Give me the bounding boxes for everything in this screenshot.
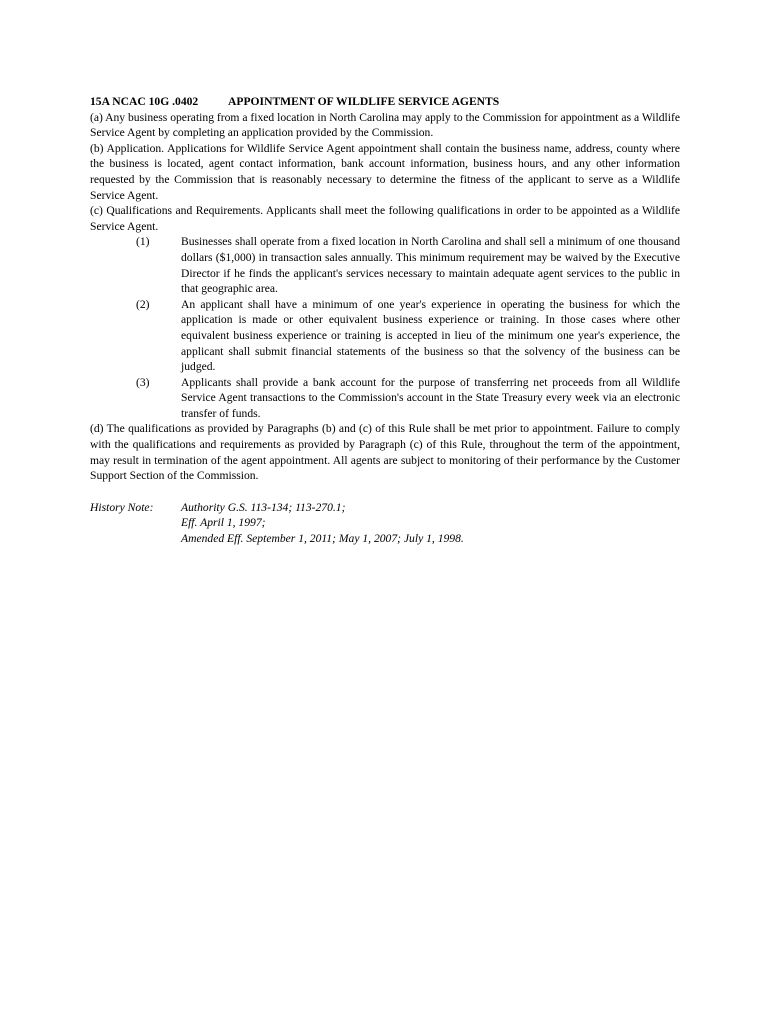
paragraph-b: (b) Application. Applications for Wildlife Service Agent appointment shall contain the business name, address, county where the business is located, agent contact information, bank account information, business hours, and any other information requested by the Commission that is reasonably necessary to determine the fitness of the applicant to serve as a Wildlife Service Agent. <box>90 141 680 202</box>
item-text: Applicants shall provide a bank account for the purpose of transferring net proceeds from all Wildlife Service Agent transactions to the Commission's account in the State Treasury every week via an electronic transfer of funds. <box>181 375 680 420</box>
item-number: (3) <box>136 375 150 389</box>
list-item <box>90 234 680 296</box>
list-item <box>90 297 680 375</box>
history-amended: Amended Eff. September 1, 2011; May 1, 2007; July 1, 1998. <box>181 532 464 546</box>
paragraph-c: (c) Qualifications and Requirements. Applicants shall meet the following qualifications in order to be appointed as a Wildlife Service Agent. <box>90 204 680 233</box>
history-note <box>90 500 680 547</box>
list-item <box>90 375 680 422</box>
rule-document <box>90 94 680 547</box>
paragraph-d: (d) The qualifications as provided by Paragraphs (b) and (c) of this Rule shall be met prior to appointment. Failure to comply with the qualifications and requirements as provided by Paragraph (c) of this Rule, throughout the term of the appointment, may result in termination of the agent appointment. All agents are subject to monitoring of their performance by the Customer Support Section of the Commission. <box>90 422 680 483</box>
item-number: (1) <box>136 235 150 249</box>
item-text: An applicant shall have a minimum of one year's experience in operating the business for which the application is made or other equivalent business experience or training. In those cases where other equivalent business experience or training is accepted in lieu of the minimum one year's experience, the applicant shall submit financial statements of the business so that the solvency of the business can be judged. <box>181 297 680 374</box>
rule-heading <box>90 94 680 110</box>
rule-title: APPOINTMENT OF WILDLIFE SERVICE AGENTS <box>228 95 500 108</box>
history-effective: Eff. April 1, 1997; <box>181 516 266 530</box>
item-number: (2) <box>136 297 150 311</box>
history-label: History Note: <box>90 500 154 514</box>
rule-id: 15A NCAC 10G .0402 <box>90 95 199 108</box>
history-authority: Authority G.S. 113-134; 113-270.1; <box>181 500 346 514</box>
history-lines <box>181 500 464 547</box>
paragraph-a: (a) Any business operating from a fixed location in North Carolina may apply to the Commission for appointment as a Wildlife Service Agent by completing an application provided by the Commission. <box>90 110 680 140</box>
item-text: Businesses shall operate from a fixed location in North Carolina and shall sell a minimum of one thousand dollars ($1,000) in transaction sales annually. This minimum requirement may be waived by the Executive Director if he finds the applicant's services necessary to maintain adequate agent services to the public in that geographic area. <box>181 235 680 296</box>
